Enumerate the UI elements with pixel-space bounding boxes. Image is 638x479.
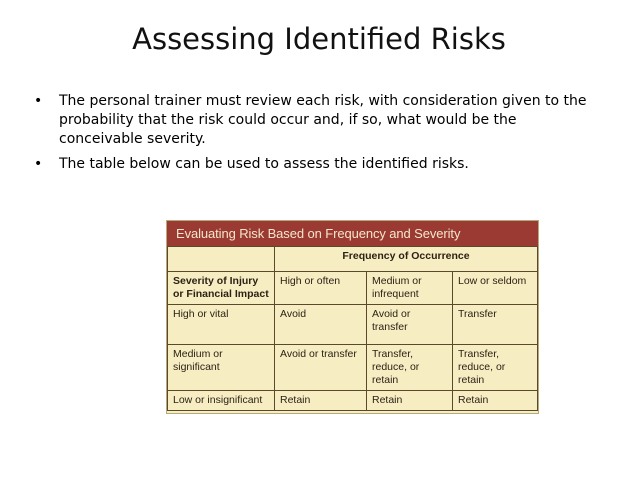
table-cell: Avoid or transfer [367,305,453,345]
table-cell: Transfer, reduce, or retain [453,345,538,391]
table-header-cell: Medium or infrequent [367,272,453,305]
table-cell: Retain [453,391,538,411]
bullet-icon: • [34,93,43,109]
table-group-header: Frequency of Occurrence [275,247,538,272]
table-caption: Evaluating Risk Based on Frequency and Severity [167,221,538,246]
table-header-cell: High or often [275,272,367,305]
table-row [168,345,538,391]
table-cell: Transfer [453,305,538,345]
table-cell: Medium or significant [168,345,275,391]
bullet-icon: • [34,156,43,172]
table-row [168,391,538,411]
bullet-item [34,92,604,149]
bullet-text: The table below can be used to assess the identified risks. [59,156,469,172]
table-header-row [168,272,538,305]
table-corner-cell [168,247,275,272]
table-cell: Avoid [275,305,367,345]
bullet-item [34,155,604,174]
table-header-cell: Low or seldom [453,272,538,305]
bullet-text: The personal trainer must review each risk, with consideration given to the probability that the risk could occur and, if so, what would be the conceivable severity. [59,93,587,147]
table-group-header-row [168,247,538,272]
slide-title: Assessing Identified Risks [132,22,506,56]
table-cell: Avoid or transfer [275,345,367,391]
table-cell: Retain [367,391,453,411]
table-cell: Low or insignificant [168,391,275,411]
table-cell: High or vital [168,305,275,345]
table-row [168,305,538,345]
risk-table [167,246,538,411]
table-cell: Transfer, reduce, or retain [367,345,453,391]
bullet-list [34,92,604,180]
table-cell: Retain [275,391,367,411]
table-header-cell: Severity of Injury or Financial Impact [168,272,275,305]
risk-table-figure [166,220,539,414]
